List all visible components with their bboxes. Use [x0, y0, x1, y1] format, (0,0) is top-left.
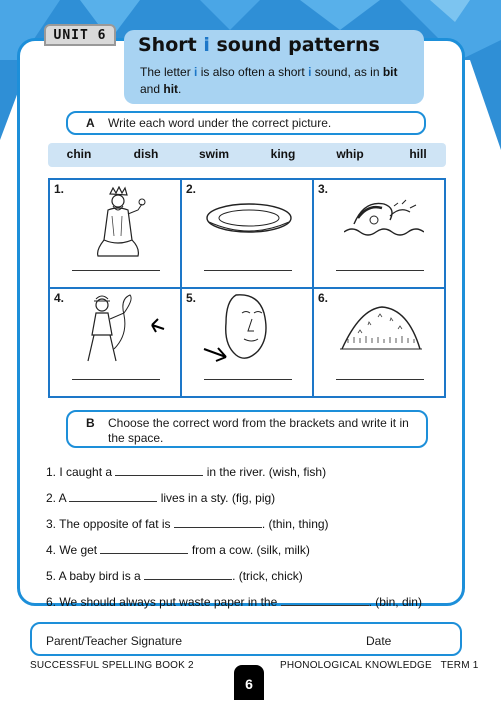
sentence-text: . (bin, din) — [368, 595, 422, 609]
answer-blank[interactable] — [100, 542, 188, 554]
picture-cell-1 — [49, 179, 181, 288]
picture-number: 3. — [318, 182, 329, 196]
signature-label: Parent/Teacher Signature — [46, 634, 183, 648]
whip-icon — [76, 293, 166, 367]
intro-example: hit — [163, 82, 179, 96]
section-a-instruction — [66, 111, 426, 135]
sentence-text: 4. We get — [46, 543, 101, 557]
sentence-text: lives in a sty. (fig, pig) — [157, 491, 276, 505]
sentence-text: 1. I caught a — [46, 465, 116, 479]
sentence-1 — [46, 464, 326, 479]
sentence-text: 2. A — [46, 491, 70, 505]
date-label: Date — [366, 634, 392, 648]
picture-cell-4 — [49, 288, 181, 397]
sentence-text: . (thin, thing) — [261, 517, 329, 531]
intro-letter: i — [308, 65, 312, 79]
intro-part: . — [178, 82, 182, 96]
intro-part: is also often a short — [197, 65, 309, 79]
answer-blank[interactable] — [174, 516, 262, 528]
picture-number: 2. — [186, 182, 197, 196]
king-icon — [88, 186, 148, 258]
answer-line — [72, 379, 160, 380]
word-bank-item: swim — [198, 147, 230, 161]
intro-text — [140, 64, 420, 98]
word-bank-item: dish — [133, 147, 159, 161]
signature-box — [30, 622, 462, 656]
sentence-text: 6. We should always put waste paper in the — [46, 595, 281, 609]
instruction-text: Choose the correct word from the brackets and write it in the space. — [108, 416, 409, 445]
dish-icon — [204, 200, 294, 240]
answer-line — [204, 379, 292, 380]
instruction-text: Write each word under the correct picture. — [108, 116, 332, 130]
sentence-text: . (trick, chick) — [232, 569, 303, 583]
footer-book-title: SUCCESSFUL SPELLING BOOK 2 — [30, 660, 194, 671]
sentence-text: 3. The opposite of fat is — [46, 517, 174, 531]
sentence-4 — [46, 542, 310, 557]
title-highlight: i — [203, 34, 210, 56]
swimmer-icon — [344, 194, 424, 244]
answer-line — [336, 379, 424, 380]
answer-line — [336, 270, 424, 271]
sentence-3 — [46, 516, 329, 531]
unit-label: UNIT 6 — [44, 24, 116, 46]
title-panel — [124, 30, 424, 104]
word-bank — [48, 143, 446, 167]
picture-number: 1. — [54, 182, 65, 196]
intro-part: and — [140, 82, 164, 96]
footer-section: PHONOLOGICAL KNOWLEDGE TERM 1 — [280, 660, 479, 671]
intro-example: bit — [382, 65, 398, 79]
answer-blank[interactable] — [69, 490, 157, 502]
picture-cell-3 — [313, 179, 445, 288]
picture-cell-2 — [181, 179, 313, 288]
answer-blank[interactable] — [115, 464, 203, 476]
section-b-instruction — [66, 410, 428, 448]
section-letter: B — [86, 416, 95, 430]
answer-blank[interactable] — [144, 568, 232, 580]
intro-part: sound, as in — [311, 65, 383, 79]
word-bank-item: whip — [336, 147, 364, 161]
picture-number: 5. — [186, 291, 197, 305]
picture-number: 6. — [318, 291, 329, 305]
sentence-5 — [46, 568, 303, 583]
picture-number: 4. — [54, 291, 65, 305]
intro-letter: i — [194, 65, 198, 79]
picture-cell-5 — [181, 288, 313, 397]
answer-blank[interactable] — [281, 594, 369, 606]
hill-icon — [338, 303, 424, 355]
picture-cell-6 — [313, 288, 445, 397]
picture-grid — [48, 178, 446, 398]
page-title — [138, 34, 380, 56]
answer-line — [72, 270, 160, 271]
intro-part: The letter — [140, 65, 195, 79]
section-letter: A — [86, 116, 95, 130]
answer-line — [204, 270, 292, 271]
title-suffix: sound patterns — [209, 34, 380, 56]
sentence-text: in the river. (wish, fish) — [203, 465, 327, 479]
word-bank-item: hill — [409, 147, 427, 161]
word-bank-item: chin — [66, 147, 92, 161]
sentence-text: 5. A baby bird is a — [46, 569, 145, 583]
title-prefix: Short — [138, 34, 204, 56]
sentence-text: from a cow. (silk, milk) — [188, 543, 310, 557]
word-bank-item: king — [270, 147, 296, 161]
sentence-2 — [46, 490, 275, 505]
chin-face-icon — [202, 291, 282, 367]
page-number: 6 — [234, 665, 264, 700]
sentence-6 — [46, 594, 422, 609]
